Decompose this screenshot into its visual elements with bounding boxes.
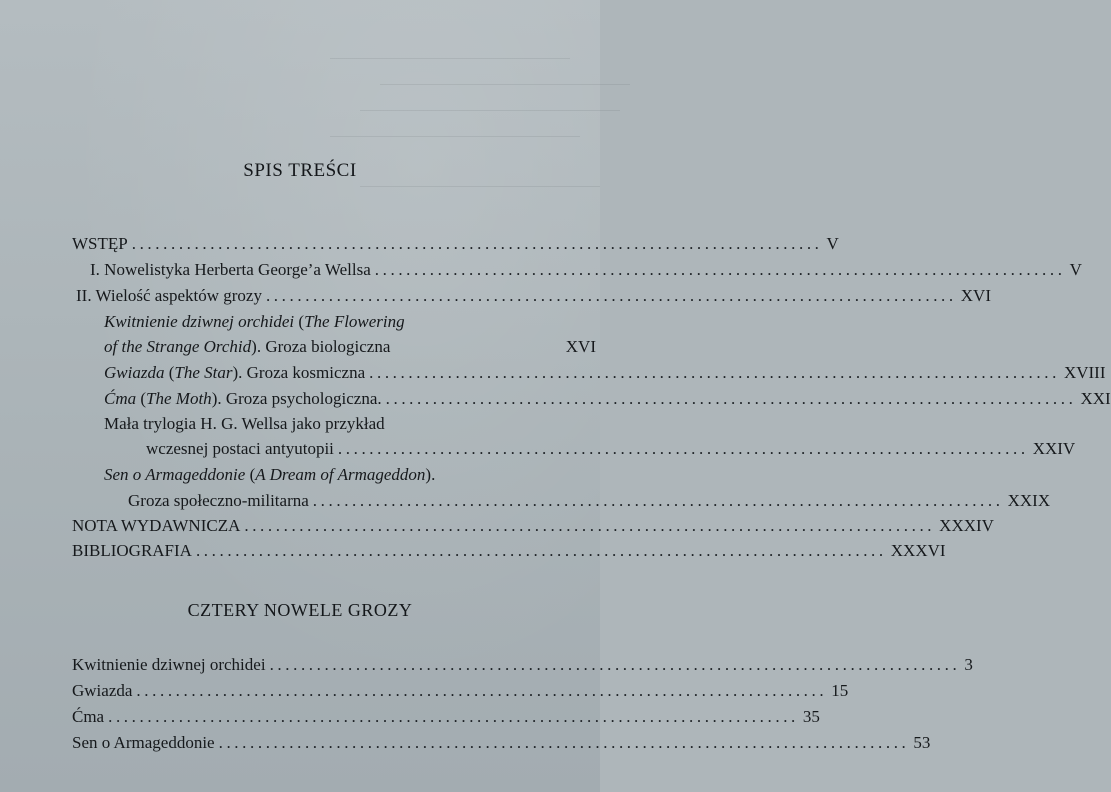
toc-row-chapter-2 (76, 286, 991, 306)
paren-close: ). (425, 465, 436, 484)
toc-label (104, 389, 382, 409)
toc-page-number: XVI (960, 286, 991, 305)
toc-row-nota (72, 516, 994, 536)
paren-open: ( (245, 465, 256, 484)
story-row (72, 681, 849, 701)
story-title: Sen o Armageddonie (104, 465, 246, 484)
story-label: Sen o Armageddonie (72, 733, 215, 752)
original-title: A Dream of Armageddon (255, 465, 426, 484)
toc-subentry-kwitnienie-line-1 (104, 312, 405, 332)
toc-subentry-trylogia-line-2 (146, 439, 1076, 459)
bleed-through-line (360, 186, 600, 187)
leader-dots: ........................................................................................ (244, 516, 936, 535)
original-title: The Moth (146, 389, 212, 408)
story-title: Gwiazda (104, 363, 165, 382)
toc-page-number: XVI (565, 337, 596, 356)
toc-page-number: XXIV (1032, 439, 1076, 458)
leader-dots: ........................................................................................ (337, 439, 1029, 458)
stories-title: CZTERY NOWELE GROZY (187, 600, 413, 620)
toc-row-chapter-1 (90, 260, 1082, 280)
toc-label: NOTA WYDAWNICZA (72, 516, 241, 535)
toc-page-number: XXXIV (939, 516, 994, 535)
story-label: Gwiazda (72, 681, 133, 700)
toc-label-rest: ). Groza psychologiczna. (211, 389, 382, 408)
toc-title: SPIS TREŚCI (243, 160, 357, 181)
toc-subentry-kwitnienie-line-2 (104, 337, 596, 357)
toc-row-wstep (72, 234, 839, 254)
story-row (72, 707, 820, 727)
story-label: Kwitnienie dziwnej orchidei (72, 655, 266, 674)
toc-label: wczesnej postaci antyutopii (146, 439, 334, 458)
bleed-through-line (380, 84, 630, 85)
toc-page-number: XVIII (1063, 363, 1106, 382)
story-label: Ćma (72, 707, 105, 726)
leader-dots: ........................................................................................ (195, 541, 887, 560)
toc-label-rest: ). Groza biologiczna (251, 337, 391, 356)
original-title: The Star (174, 363, 233, 382)
leader-dots: ........................................................................................ (269, 655, 961, 674)
story-row (72, 655, 973, 675)
toc-page-number: XXXVI (890, 541, 946, 560)
toc-label: WSTĘP (72, 234, 128, 253)
toc-label (104, 363, 365, 383)
toc-label: BIBLIOGRAFIA (72, 541, 192, 560)
leader-dots: ........................................................................................ (136, 681, 828, 700)
story-row (72, 733, 931, 753)
toc-subentry-gwiazda (104, 363, 1106, 383)
leader-dots: ........................................................................................ (312, 491, 1004, 510)
leader-dots: ........................................................................................ (369, 363, 1060, 382)
bleed-through-line (360, 110, 620, 111)
leader-dots: ........................................................................................ (108, 707, 799, 726)
toc-label-rest: ). Groza kosmiczna (232, 363, 366, 382)
story-page-number: 53 (913, 733, 931, 752)
original-title: of the Strange Orchid (104, 337, 252, 356)
toc-subentry-trylogia-line-1: Mała trylogia H. G. Wellsa jako przykład (104, 414, 385, 433)
toc-page-number: V (826, 234, 839, 253)
toc-label: Groza społeczno-militarna (128, 491, 309, 510)
paren-open: ( (294, 312, 305, 331)
toc-subentry-sen-line-2 (128, 491, 1051, 511)
leader-dots: ........................................................................................ (131, 234, 823, 253)
paren-open: ( (164, 363, 175, 382)
bleed-through-line (330, 58, 570, 59)
story-title: Kwitnienie dziwnej orchidei (104, 312, 295, 331)
leader-dots: ........................................................................................ (265, 286, 957, 305)
paren-open: ( (136, 389, 147, 408)
leader-dots: ........................................................................................ (374, 260, 1066, 279)
toc-page-number: XXI (1080, 389, 1111, 408)
toc-subentry-cma (104, 389, 1111, 409)
leader-dots: ........................................................................................ (385, 389, 1077, 408)
toc-subentry-sen-line-1 (104, 465, 435, 485)
story-page-number: 3 (964, 655, 973, 674)
leader-dots: ........................................................................................ (218, 733, 910, 752)
original-title: The Flowering (304, 312, 405, 331)
toc-label: II. Wielość aspektów grozy (76, 286, 262, 305)
toc-page-number: XXIX (1007, 491, 1051, 510)
story-title: Ćma (104, 389, 137, 408)
toc-label (104, 337, 390, 357)
toc-page-number: V (1069, 260, 1082, 279)
toc-row-bibliografia (72, 541, 946, 561)
story-page-number: 35 (802, 707, 820, 726)
story-page-number: 15 (831, 681, 849, 700)
bleed-through-line (330, 136, 580, 137)
toc-label: I. Nowelistyka Herberta George’a Wellsa (90, 260, 371, 279)
